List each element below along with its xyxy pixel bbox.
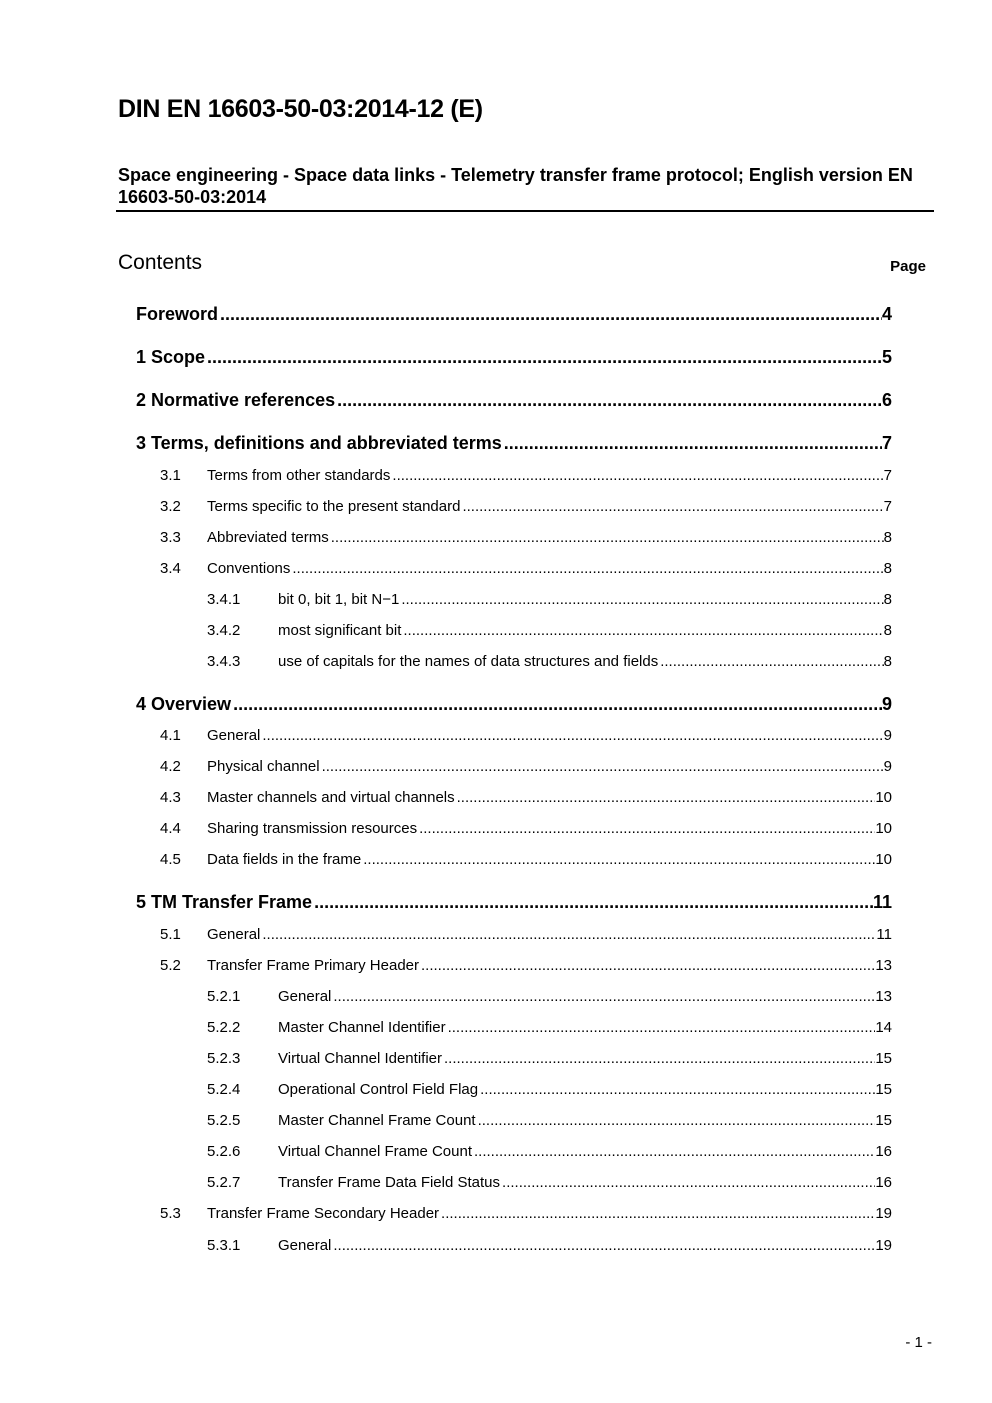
toc-page-number: 11	[876, 926, 892, 943]
toc-leader	[322, 758, 884, 775]
toc-entry-text: 4 Overview	[136, 694, 232, 714]
toc-entry-text: use of capitals for the names of data structures and fields	[278, 653, 659, 670]
toc-page-number: 7	[883, 467, 892, 484]
toc-page-number: 19	[875, 1237, 892, 1254]
toc-entry-4-1[interactable]	[160, 727, 892, 746]
footer-page-number: - 1 -	[905, 1334, 932, 1351]
toc-entry-number: 5.2.5	[207, 1112, 241, 1129]
contents-heading: Contents	[118, 251, 203, 274]
toc-leader	[333, 1237, 875, 1254]
toc-entry-3-3[interactable]	[160, 529, 892, 548]
toc-entry-text: Sharing transmission resources	[207, 820, 418, 837]
toc-leader	[441, 1205, 875, 1222]
toc-entry-number: 5.2.7	[207, 1174, 241, 1191]
toc-entry-text: Terms specific to the present standard	[207, 498, 461, 515]
toc-entry-number: 5.2.6	[207, 1143, 241, 1160]
toc-entry-number: 4.3	[160, 789, 181, 806]
toc-leader	[314, 892, 873, 913]
toc-page-number: 6	[881, 390, 892, 410]
toc-entry-text: Master channels and virtual channels	[207, 789, 455, 806]
toc-entry-foreword[interactable]	[136, 304, 892, 326]
toc-page-number: 9	[881, 694, 892, 714]
toc-leader	[660, 653, 883, 670]
toc-entry-text: 2 Normative references	[136, 390, 336, 410]
toc-entry-text: General	[207, 727, 261, 744]
toc-entry-number: 5.3.1	[207, 1237, 241, 1254]
toc-entry-overview[interactable]	[136, 694, 892, 716]
toc-leader	[392, 467, 883, 484]
toc-entry-number: 3.2	[160, 498, 181, 515]
toc-entry-number: 4.4	[160, 820, 181, 837]
toc-leader	[207, 347, 882, 368]
toc-entry-number: 3.4.1	[207, 591, 241, 608]
toc-entry-5-2[interactable]	[160, 957, 892, 976]
toc-leader	[292, 560, 883, 577]
toc-entry-text: Transfer Frame Secondary Header	[207, 1205, 440, 1222]
toc-entry-number: 3.4.3	[207, 653, 241, 670]
toc-entry-3-4-1[interactable]	[207, 591, 892, 610]
toc-entry-text: General	[278, 988, 332, 1005]
toc-page-number: 19	[875, 1205, 892, 1222]
toc-page-number: 10	[875, 820, 892, 837]
toc-page-number: 8	[883, 622, 892, 639]
toc-entry-terms-definitions[interactable]	[136, 433, 892, 455]
toc-entry-number: 3.4.2	[207, 622, 241, 639]
toc-page-number: 10	[875, 851, 892, 868]
toc-entry-5-2-1[interactable]	[207, 988, 892, 1007]
toc-entry-text: Physical channel	[207, 758, 320, 775]
toc-entry-text: Virtual Channel Identifier	[278, 1050, 442, 1067]
toc-leader	[421, 957, 875, 974]
toc-entry-normative-references[interactable]	[136, 390, 892, 412]
toc-page-number: 15	[875, 1112, 892, 1129]
title-divider	[116, 210, 934, 212]
toc-entry-text: Foreword	[136, 304, 219, 324]
toc-leader	[331, 529, 884, 546]
toc-entry-text: Terms from other standards	[207, 467, 391, 484]
toc-entry-number: 4.2	[160, 758, 181, 775]
toc-page-number: 8	[883, 560, 892, 577]
toc-entry-4-2[interactable]	[160, 758, 892, 777]
toc-entry-text: Master Channel Identifier	[278, 1019, 446, 1036]
toc-entry-number: 5.2.1	[207, 988, 241, 1005]
toc-entry-number: 5.2.3	[207, 1050, 241, 1067]
toc-entry-number: 3.4	[160, 560, 181, 577]
toc-entry-3-4-3[interactable]	[207, 653, 892, 672]
toc-page-number: 14	[875, 1019, 892, 1036]
toc-page-number: 13	[875, 988, 892, 1005]
toc-page-number: 8	[883, 591, 892, 608]
toc-leader	[480, 1081, 875, 1098]
toc-entry-number: 3.3	[160, 529, 181, 546]
toc-leader	[502, 1174, 875, 1191]
toc-entry-text: Virtual Channel Frame Count	[278, 1143, 472, 1160]
toc-entry-tm-transfer-frame[interactable]	[136, 892, 892, 914]
document-title: DIN EN 16603-50-03:2014-12 (E)	[118, 95, 483, 123]
toc-page-number: 16	[875, 1143, 892, 1160]
toc-page-number: 8	[883, 653, 892, 670]
toc-page-number: 4	[881, 304, 892, 324]
toc-entry-number: 3.1	[160, 467, 181, 484]
toc-page-number: 11	[872, 892, 892, 912]
toc-leader	[403, 622, 883, 639]
toc-leader	[262, 926, 876, 943]
toc-entry-text: General	[278, 1237, 332, 1254]
toc-entry-5-2-2[interactable]	[207, 1019, 892, 1038]
page-column-label: Page	[890, 258, 926, 275]
toc-entry-text: Master Channel Frame Count	[278, 1112, 476, 1129]
toc-leader	[444, 1050, 875, 1067]
toc-page-number: 9	[883, 758, 892, 775]
toc-entry-3-4[interactable]	[160, 560, 892, 579]
toc-entry-4-3[interactable]	[160, 789, 892, 808]
toc-entry-text: Operational Control Field Flag	[278, 1081, 479, 1098]
toc-entry-text: Transfer Frame Data Field Status	[278, 1174, 501, 1191]
toc-entry-text: General	[207, 926, 261, 943]
toc-page-number: 15	[875, 1050, 892, 1067]
toc-leader	[478, 1112, 876, 1129]
toc-entry-5-3[interactable]	[160, 1205, 892, 1224]
toc-entry-number: 5.3	[160, 1205, 181, 1222]
toc-page-number: 7	[881, 433, 892, 453]
toc-entry-number: 5.2.4	[207, 1081, 241, 1098]
toc-page-number: 13	[875, 957, 892, 974]
toc-entry-5-2-6[interactable]	[207, 1143, 892, 1162]
toc-leader	[401, 591, 883, 608]
toc-entry-4-5[interactable]	[160, 851, 892, 870]
toc-page-number: 9	[883, 727, 892, 744]
toc-leader	[457, 789, 876, 806]
toc-entry-4-4[interactable]	[160, 820, 892, 839]
toc-entry-number: 5.2	[160, 957, 181, 974]
document-subtitle: Space engineering - Space data links - Telemetry transfer frame protocol; English version EN 16603-50-03:2014	[118, 165, 913, 207]
toc-page-number: 7	[883, 498, 892, 515]
toc-entry-text: 3 Terms, definitions and abbreviated terms	[136, 433, 502, 453]
toc-leader	[337, 390, 882, 411]
toc-entry-3-1[interactable]	[160, 467, 892, 486]
toc-entry-5-1[interactable]	[160, 926, 892, 945]
toc-entry-scope[interactable]	[136, 347, 892, 369]
toc-leader	[233, 694, 882, 715]
toc-entry-text: Abbreviated terms	[207, 529, 329, 546]
toc-page-number: 16	[875, 1174, 892, 1191]
toc-entry-5-2-5[interactable]	[207, 1112, 892, 1131]
toc-entry-5-3-1[interactable]	[207, 1237, 892, 1256]
toc-leader	[262, 727, 883, 744]
toc-entry-number: 4.1	[160, 727, 181, 744]
toc-entry-number: 4.5	[160, 851, 181, 868]
toc-page-number: 10	[875, 789, 892, 806]
toc-page-number: 5	[881, 347, 892, 367]
toc-entry-5-2-3[interactable]	[207, 1050, 892, 1069]
toc-entry-text: 1 Scope	[136, 347, 206, 367]
toc-entry-3-4-2[interactable]	[207, 622, 892, 641]
toc-entry-text: 5 TM Transfer Frame	[136, 892, 313, 912]
toc-entry-number: 5.2.2	[207, 1019, 241, 1036]
toc-entry-5-2-7[interactable]	[207, 1174, 892, 1193]
toc-entry-text: Transfer Frame Primary Header	[207, 957, 419, 974]
toc-leader	[333, 988, 875, 1005]
toc-leader	[363, 851, 875, 868]
toc-entry-text: most significant bit	[278, 622, 402, 639]
toc-entry-3-2[interactable]	[160, 498, 892, 517]
toc-entry-text: Data fields in the frame	[207, 851, 362, 868]
toc-page-number: 8	[883, 529, 892, 546]
toc-leader	[474, 1143, 875, 1160]
toc-entry-5-2-4[interactable]	[207, 1081, 892, 1100]
toc-leader	[220, 304, 882, 325]
toc-entry-text: bit 0, bit 1, bit N−1	[278, 591, 400, 608]
toc-leader	[448, 1019, 876, 1036]
toc-page-number: 15	[875, 1081, 892, 1098]
toc-leader	[462, 498, 883, 515]
toc-leader	[504, 433, 882, 454]
toc-leader	[419, 820, 875, 837]
toc-entry-text: Conventions	[207, 560, 291, 577]
toc-entry-number: 5.1	[160, 926, 181, 943]
